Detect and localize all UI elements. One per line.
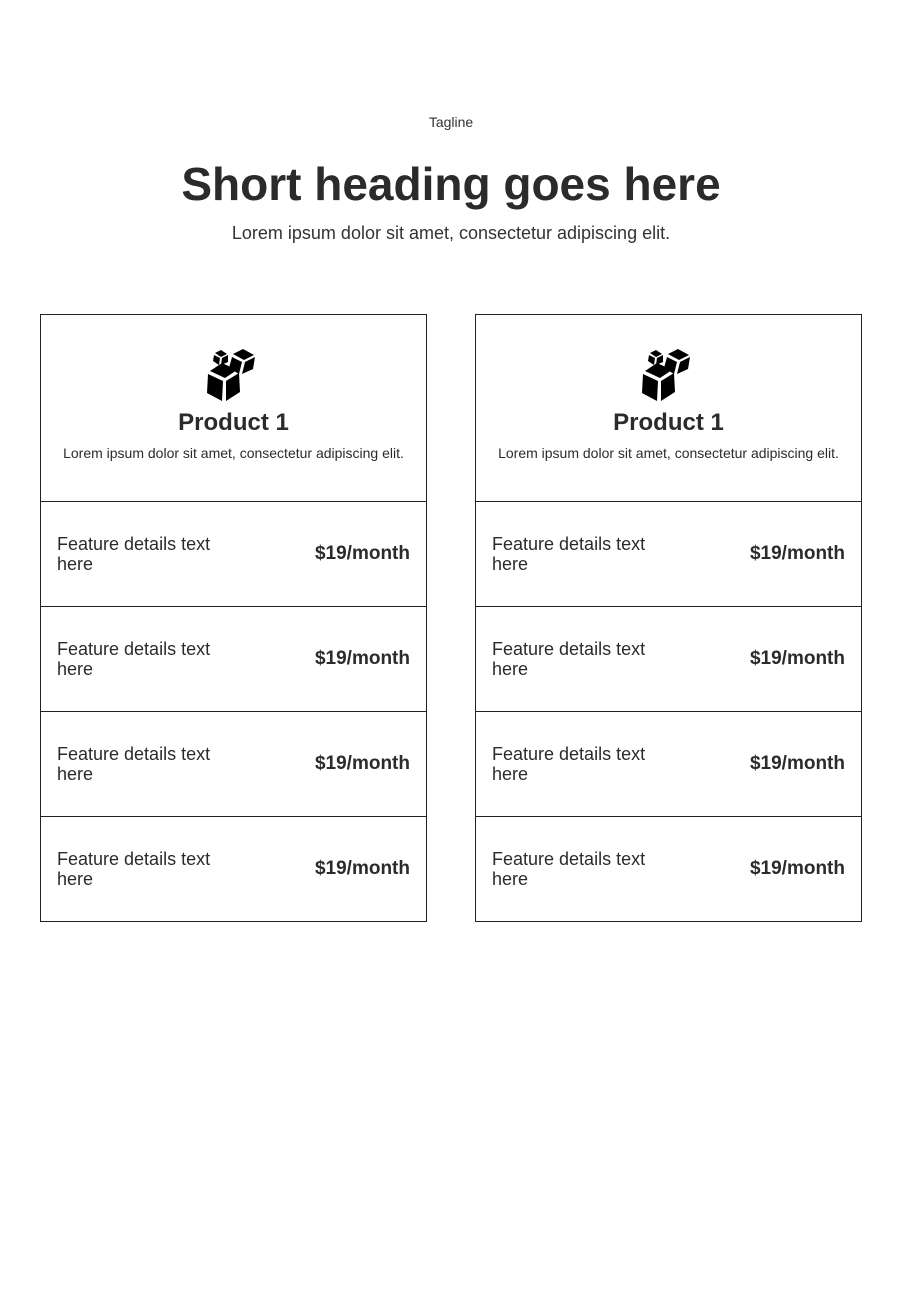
feature-row	[476, 712, 861, 817]
cubes-icon	[641, 349, 697, 403]
feature-price: $19/month	[749, 543, 845, 564]
product-name: Product 1	[178, 409, 289, 436]
feature-price: $19/month	[314, 648, 410, 669]
card-header	[41, 315, 426, 502]
feature-row	[476, 502, 861, 607]
page-subheading: Lorem ipsum dolor sit amet, consectetur adipiscing elit.	[231, 223, 671, 243]
section-header	[0, 0, 902, 244]
feature-text: Feature details text here	[492, 744, 646, 784]
pricing-card	[475, 314, 862, 922]
feature-price: $19/month	[314, 753, 410, 774]
feature-text: Feature details text here	[57, 744, 211, 784]
feature-price: $19/month	[749, 753, 845, 774]
page-heading: Short heading goes here	[181, 158, 721, 210]
product-description: Lorem ipsum dolor sit amet, consectetur adipiscing elit.	[63, 445, 404, 461]
feature-price: $19/month	[749, 858, 845, 879]
feature-price: $19/month	[749, 648, 845, 669]
feature-row	[41, 712, 426, 817]
feature-price: $19/month	[314, 858, 410, 879]
feature-row	[476, 817, 861, 921]
feature-row	[41, 817, 426, 921]
pricing-cards	[40, 314, 862, 922]
feature-row	[476, 607, 861, 712]
card-header	[476, 315, 861, 502]
feature-text: Feature details text here	[492, 639, 646, 679]
pricing-card	[40, 314, 427, 922]
feature-text: Feature details text here	[492, 849, 646, 889]
tagline: Tagline	[428, 114, 474, 130]
cubes-icon	[206, 349, 262, 403]
feature-text: Feature details text here	[492, 534, 646, 574]
feature-price: $19/month	[314, 543, 410, 564]
feature-row	[41, 607, 426, 712]
feature-row	[41, 502, 426, 607]
feature-text: Feature details text here	[57, 534, 211, 574]
product-description: Lorem ipsum dolor sit amet, consectetur adipiscing elit.	[498, 445, 839, 461]
feature-text: Feature details text here	[57, 849, 211, 889]
product-name: Product 1	[613, 409, 724, 436]
feature-text: Feature details text here	[57, 639, 211, 679]
